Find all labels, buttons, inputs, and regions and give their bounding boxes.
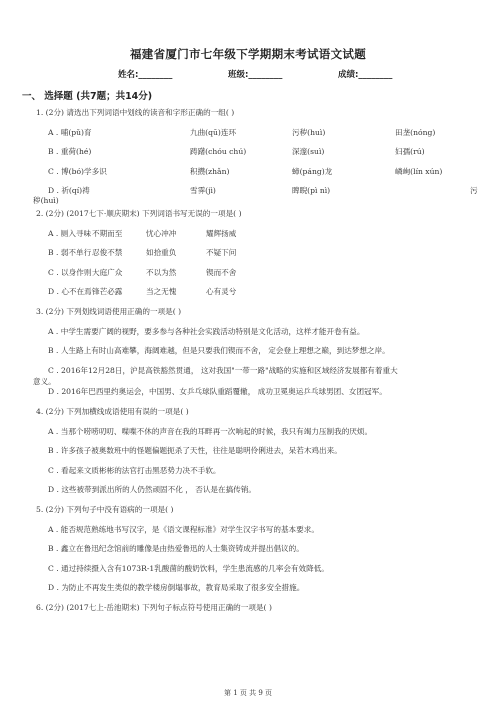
option-cell: 蟑(páng)龙	[292, 166, 333, 176]
option-cell: B . 重荷(hé)	[48, 147, 92, 157]
option-text: D . 为防止不再发生类似的教学楼房倒塌事故，教育局采取了很多安全措施。	[48, 583, 305, 593]
option-cell: 九曲(qū)连环	[190, 127, 237, 137]
option-text: D . 这些被带到派出所的人仍然顽固不化 ， 否认是在搞传销。	[48, 485, 256, 495]
option-cell: 妇孺(rú)	[395, 147, 425, 157]
option-text: B . 人生路上有时山高难攀，海阔难越，但是只要我们锲而不舍， 定会登上理想之巅，到达梦想之岸。	[48, 346, 390, 356]
question-stem: 6. (2分) (2017七上·岳池期末) 下列句子标点符号使用正确的一项是( )	[36, 603, 272, 612]
option-cell: 如拾重负	[146, 248, 177, 258]
option-cell: D . 祈(qí)祷	[48, 186, 90, 196]
option-wrap: 秽(huì)	[33, 196, 59, 206]
option-cell: D . 心不在焉	[48, 287, 92, 297]
question-stem: 5. (2分) 下列句子中没有语病的一项是( )	[36, 505, 174, 514]
option-cell: 锲而不舍	[206, 267, 237, 277]
question-stem: 2. (2分) (2017七下·顺庆期末) 下列词语书写无误的一项是( )	[36, 209, 242, 218]
option-cell: 不疑下问	[206, 248, 237, 258]
name-field	[118, 68, 172, 80]
option-cell: 睥睨(pì nì)	[292, 186, 331, 196]
option-cell: C . 博(bó)学多识	[48, 166, 107, 176]
option-cell: 不期而至	[92, 228, 123, 238]
page-title: 福建省厦门市七年级下学期期末考试语文试题	[130, 47, 366, 61]
option-cell: 田垄(nóng)	[395, 127, 436, 137]
option-text: C . 2016年12月28日，沪昆高铁豁然贯通， 这对我国"一带一路"战略的实施和区域经济发展都有着重大	[48, 365, 398, 375]
option-cell: 污秽(huì)	[292, 127, 326, 137]
option-text: A . 当那个唠唠叨叨、喋喋不休的声音在我的耳畔再一次响起的时候，我只有竭力压制我的厌烦。	[48, 426, 373, 436]
option-cell: C . 以身作则	[48, 267, 92, 277]
option-cell: 大庭广众	[92, 267, 123, 277]
name-label: 姓名:	[118, 70, 139, 80]
option-text: D . 2016年巴西里约奥运会，中国男、女乒乓球队重蹈覆辙， 成功卫冕奥运乒乓球男团、女团冠军。	[48, 387, 387, 397]
option-text: C . 看起来文质彬彬的法官打击黑恶势力决不手软。	[48, 465, 221, 475]
score-blank: ________	[358, 70, 393, 80]
option-cell: B . 弱不单行	[48, 248, 92, 258]
option-cell: 嶙峋(lín xún)	[395, 166, 443, 176]
section-heading: 一、 选择题 (共7题；共14分)	[22, 91, 153, 102]
class-blank: ________	[248, 70, 283, 80]
option-text: A . 中学生需要广阔的视野，要多参与各种社会实践活动特别是文化活动，这样才能开卷有益。	[48, 326, 365, 336]
class-label: 班级:	[228, 70, 249, 80]
question-stem: 4. (2分) 下列加横线成语使用有误的一项是( )	[36, 407, 189, 416]
option-text: A . 能否规范熟练地书写汉字，是《语文课程标准》对学生汉字书写的基本要求。	[48, 524, 319, 534]
option-cell: 锋芒必露	[92, 287, 123, 297]
score-label: 成绩:	[338, 70, 359, 80]
option-cell: 雪霁(jì)	[190, 186, 216, 196]
option-text: C . 通过持续摄入含有1073R-1乳酸菌的酸奶饮料，学生患流感的几率会有效降低。	[48, 563, 329, 573]
option-cell: 污	[470, 186, 478, 196]
option-cell: 忧心冲冲	[146, 228, 177, 238]
option-cell: 踌躇(chóu chú)	[190, 147, 247, 157]
option-cell: 当之无愧	[146, 287, 177, 297]
option-cell: A . 厕入寻味	[48, 228, 92, 238]
option-cell: 耀辉扬威	[206, 228, 237, 238]
name-blank: ________	[138, 70, 173, 80]
question-stem: 3. (2分) 下列划线词语使用正确的一项是( )	[36, 307, 182, 316]
option-wrap: 意义。	[33, 376, 56, 386]
class-field	[228, 68, 282, 80]
option-cell: 积攒(zhǎn)	[190, 166, 230, 176]
page-footer: 第 1 页 共 9 页	[223, 689, 273, 697]
question-stem: 1. (2分) 请选出下列词语中划线的读音和字形正确的一组( )	[36, 108, 235, 117]
option-cell: A . 哺(pǔ)育	[48, 127, 92, 137]
option-cell: 不以为然	[146, 267, 177, 277]
option-text: B . 鑫立在鲁迅纪念馆前的雕像是由热爱鲁迅的人士集资铸成并提出倡议的。	[48, 544, 304, 554]
option-cell: 深邃(suì)	[292, 147, 325, 157]
score-field	[338, 68, 392, 80]
option-cell: 心有灵兮	[206, 287, 237, 297]
option-text: B . 许多孩子被奥数班中的怪题偏题扼杀了天性，往往是聪明伶俐进去，呆若木鸡出来。	[48, 446, 342, 456]
option-cell: 忍俊不禁	[92, 248, 123, 258]
